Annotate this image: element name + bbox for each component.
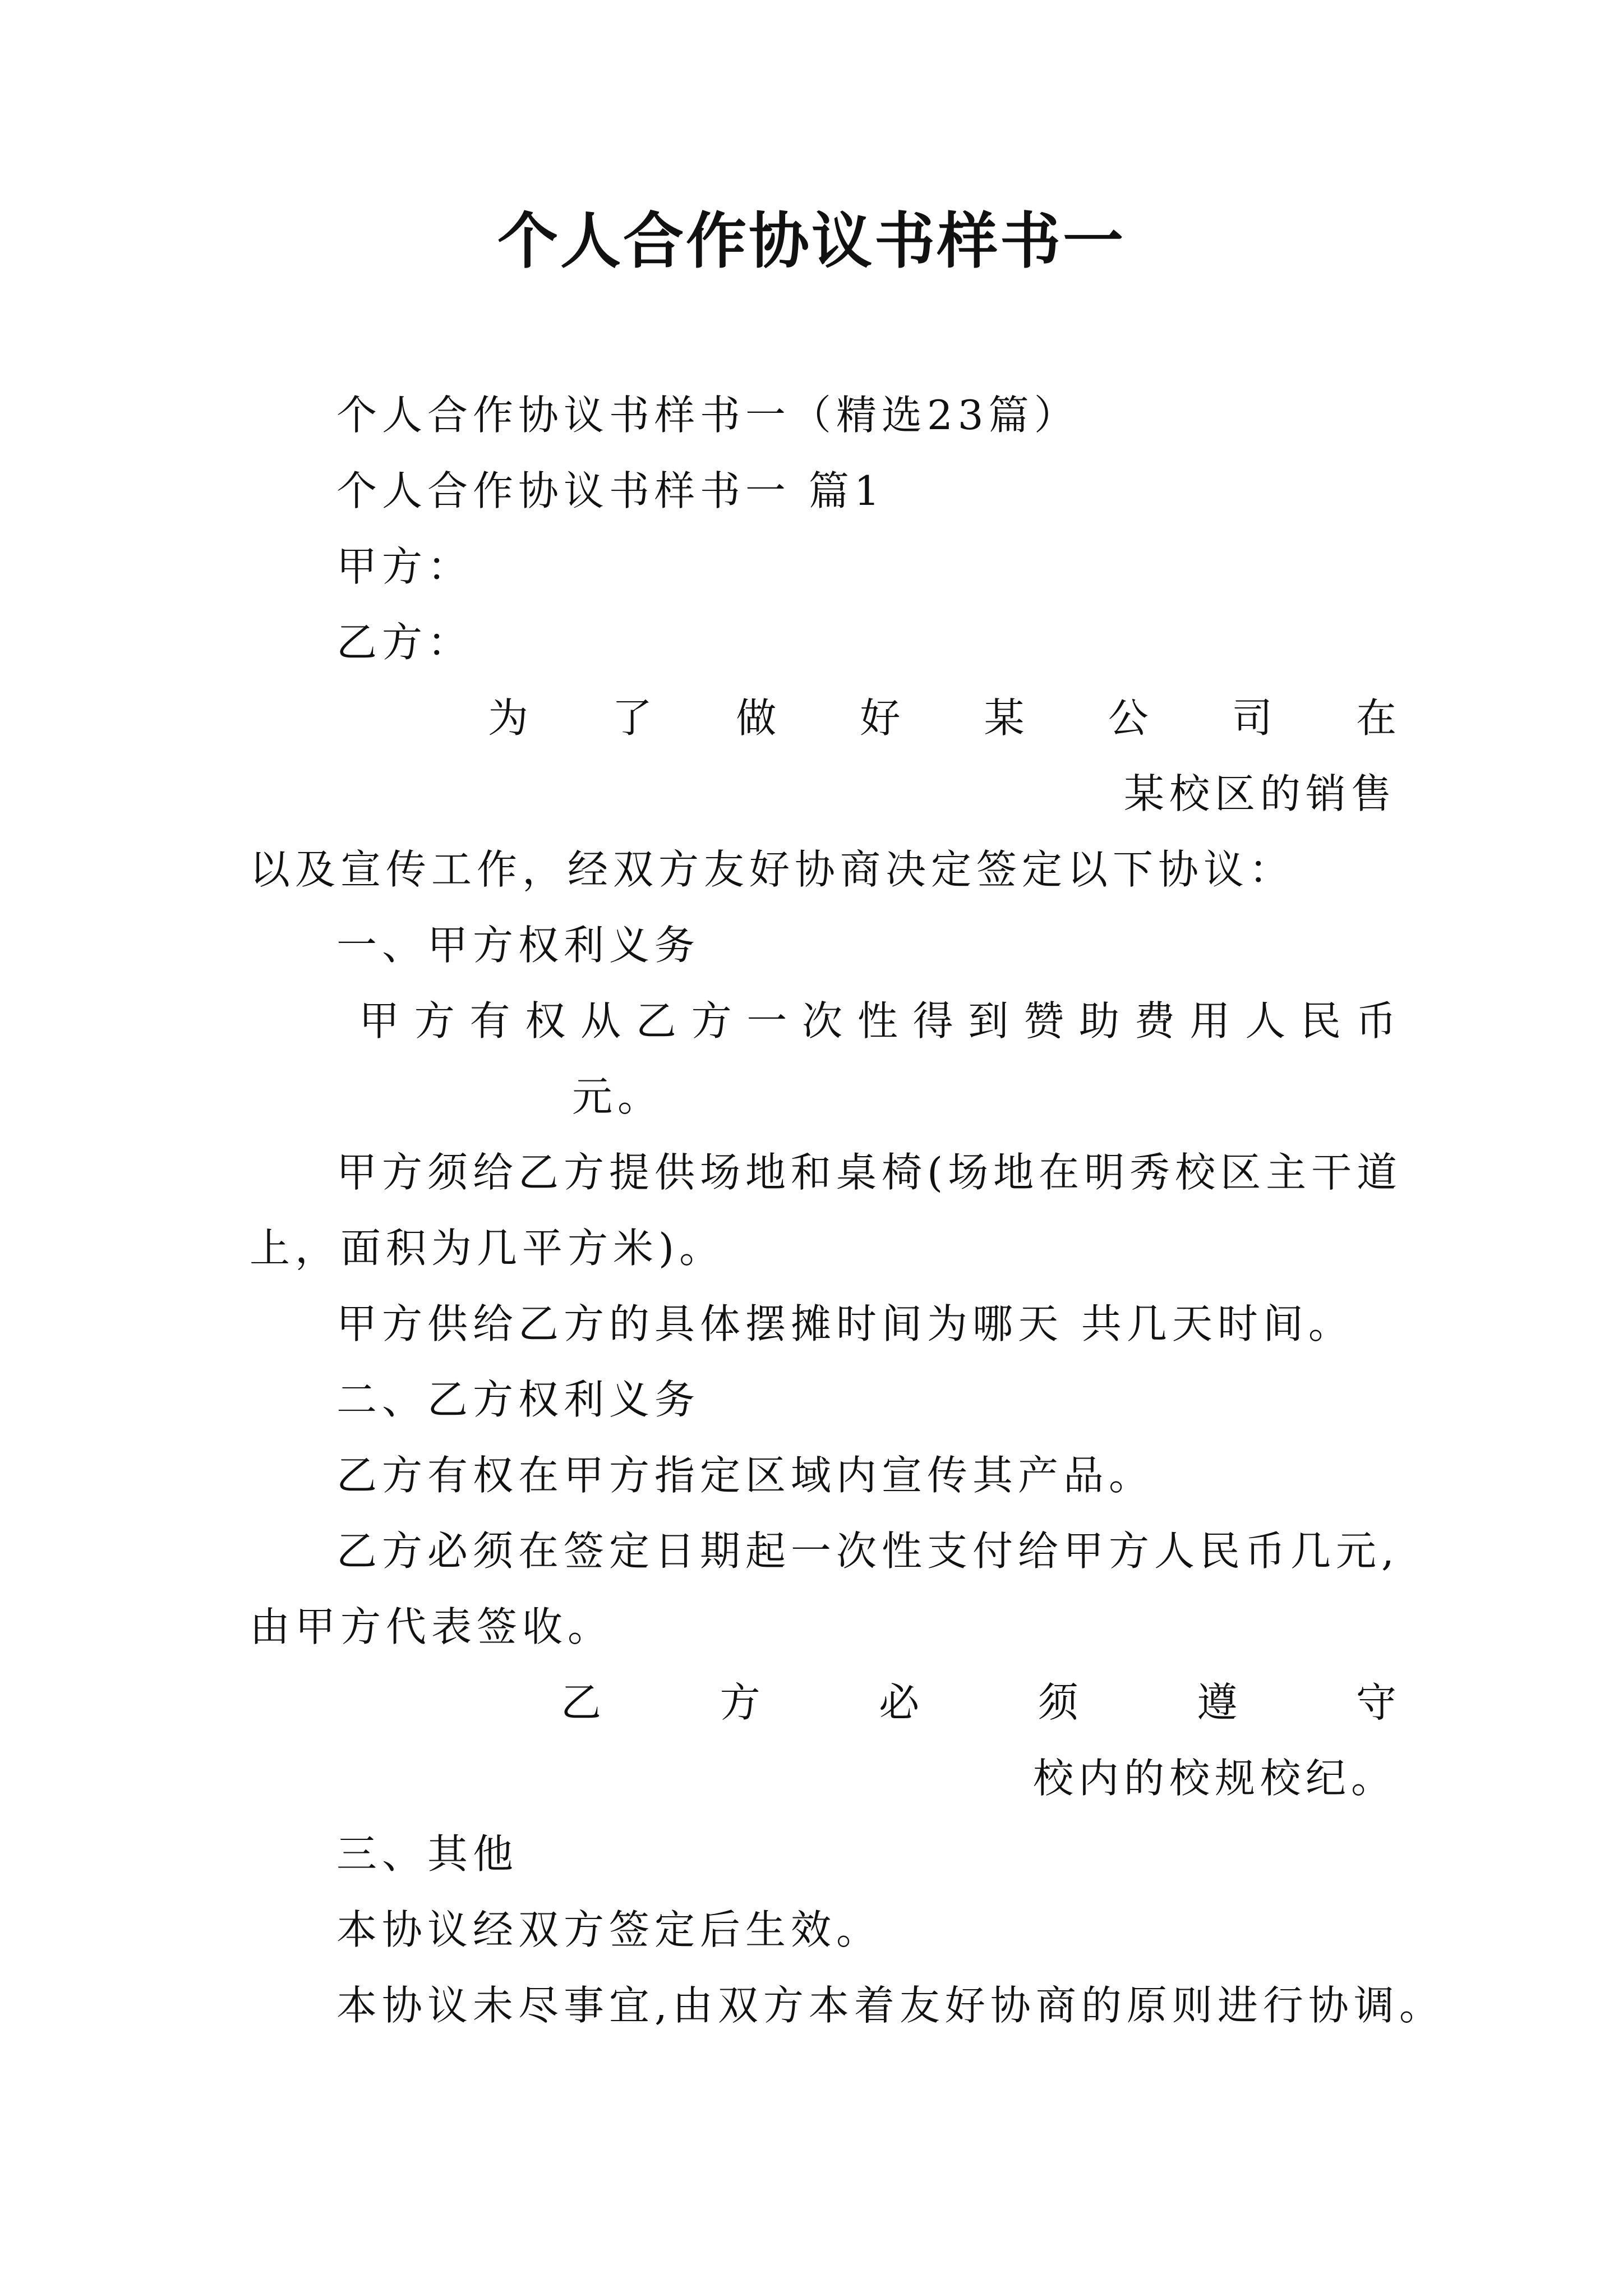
intro-spread-line [488,690,1396,746]
party-a-clause-1-continuation: 元。 [572,1073,663,1120]
section-heading: 个人合作协议书样书一 篇1 [336,467,885,514]
spread-character: 了 [612,694,653,742]
spread-character: 有 [469,997,510,1045]
party-b-clause-3-right: 校内的校规校纪。 [1032,1755,1396,1802]
spread-character: 为 [488,694,529,742]
spread-character: 公 [1108,694,1149,742]
spread-character: 乙 [561,1679,602,1726]
spread-character: 币 [1355,997,1396,1045]
heading-party-b-rights: 二、乙方权利义务 [336,1376,700,1423]
spread-character: 赞 [1023,997,1064,1045]
document-subtitle: 个人合作协议书样书一（精选23篇） [336,392,1080,439]
party-b-clause-2-line-2: 由甲方代表签收。 [250,1603,614,1650]
spread-character: 民 [1301,997,1341,1045]
spread-character: 好 [860,694,901,742]
spread-character: 必 [879,1679,920,1726]
party-a-clause-2-line-2: 上，面积为几平方米)。 [250,1225,725,1272]
spread-character: 守 [1355,1679,1396,1726]
party-a-label: 甲方： [336,543,473,590]
party-a-clause-3: 甲方供给乙方的具体摆摊时间为哪天 共几天时间。 [336,1300,1354,1347]
spread-character: 权 [525,997,566,1045]
party-b-clause-1: 乙方有权在甲方指定区域内宣传其产品。 [336,1452,1155,1499]
spread-character: 一 [746,997,787,1045]
spread-character: 司 [1232,694,1272,742]
spread-character: 从 [580,997,621,1045]
spread-character: 性 [857,997,898,1045]
party-b-clause-2-line-1: 乙方必须在签定日期起一次性支付给甲方人民币几元, [336,1527,1399,1575]
spread-character: 助 [1078,997,1119,1045]
spread-character: 费 [1134,997,1175,1045]
heading-party-a-rights: 一、甲方权利义务 [336,922,700,969]
spread-character: 方 [720,1679,760,1726]
spread-character: 方 [414,997,455,1045]
spread-character: 用 [1189,997,1230,1045]
party-a-clause-2-line-1: 甲方须给乙方提供场地和桌椅(场地在明秀校区主干道 [336,1149,1403,1196]
spread-character: 乙 [635,997,676,1045]
party-a-clause-1-spread [359,993,1396,1049]
spread-character: 得 [912,997,953,1045]
party-b-clause-3-spread [561,1674,1396,1731]
spread-character: 次 [802,997,843,1045]
spread-character: 在 [1355,694,1396,742]
spread-character: 须 [1038,1679,1078,1726]
spread-character: 遵 [1197,1679,1238,1726]
intro-right-line: 某校区的销售 [1123,770,1396,817]
intro-continuation: 以及宣传工作，经双方友好协商决定签定以下协议： [250,846,1295,893]
other-clause-1: 本协议经双方签定后生效。 [336,1906,882,1953]
other-clause-2: 本协议未尽事宜,由双方本着友好协商的原则进行协调。 [336,1982,1445,2029]
spread-character: 甲 [359,997,400,1045]
document-title: 个人合作协议书样书一 [497,206,1126,277]
spread-character: 某 [984,694,1025,742]
party-b-label: 乙方： [336,619,473,666]
spread-character: 方 [691,997,732,1045]
spread-character: 到 [968,997,1009,1045]
heading-other: 三、其他 [336,1830,519,1878]
spread-character: 做 [736,694,777,742]
spread-character: 人 [1245,997,1286,1045]
